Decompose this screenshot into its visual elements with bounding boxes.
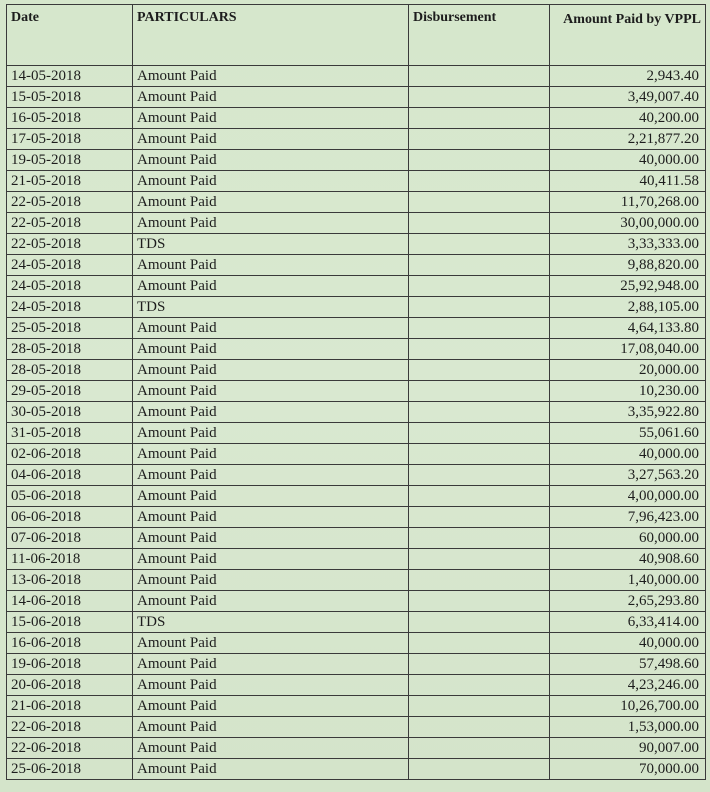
row-amount-cell: 6,33,414.00: [550, 612, 706, 633]
table-row: [7, 234, 706, 255]
row-date-cell: 22-05-2018: [7, 192, 133, 213]
table-header: [7, 5, 706, 66]
row-date-cell: 24-05-2018: [7, 255, 133, 276]
row-amount-cell: 40,000.00: [550, 444, 706, 465]
table-row: [7, 381, 706, 402]
table-row: [7, 486, 706, 507]
header-date: Date: [7, 5, 133, 66]
row-date-cell: 22-06-2018: [7, 717, 133, 738]
row-disbursement-cell: [409, 129, 550, 150]
row-date-cell: 19-06-2018: [7, 654, 133, 675]
header-amount-paid: Amount Paid by VPPL: [550, 5, 706, 66]
row-particulars-cell: Amount Paid: [133, 213, 409, 234]
row-amount-cell: 40,411.58: [550, 171, 706, 192]
row-particulars-cell: Amount Paid: [133, 255, 409, 276]
table-row: [7, 633, 706, 654]
row-particulars-cell: Amount Paid: [133, 150, 409, 171]
row-date-cell: 31-05-2018: [7, 423, 133, 444]
row-date-cell: 22-05-2018: [7, 234, 133, 255]
row-disbursement-cell: [409, 234, 550, 255]
row-amount-cell: 40,000.00: [550, 633, 706, 654]
row-amount-cell: 3,27,563.20: [550, 465, 706, 486]
row-disbursement-cell: [409, 654, 550, 675]
row-particulars-cell: Amount Paid: [133, 486, 409, 507]
row-date-cell: 06-06-2018: [7, 507, 133, 528]
row-particulars-cell: Amount Paid: [133, 591, 409, 612]
row-disbursement-cell: [409, 318, 550, 339]
row-disbursement-cell: [409, 675, 550, 696]
row-particulars-cell: Amount Paid: [133, 675, 409, 696]
row-disbursement-cell: [409, 276, 550, 297]
row-amount-cell: 2,943.40: [550, 66, 706, 87]
row-date-cell: 04-06-2018: [7, 465, 133, 486]
row-particulars-cell: TDS: [133, 297, 409, 318]
row-date-cell: 22-05-2018: [7, 213, 133, 234]
row-amount-cell: 4,00,000.00: [550, 486, 706, 507]
row-date-cell: 21-06-2018: [7, 696, 133, 717]
row-date-cell: 24-05-2018: [7, 297, 133, 318]
row-date-cell: 19-05-2018: [7, 150, 133, 171]
table-row: [7, 612, 706, 633]
row-amount-cell: 3,35,922.80: [550, 402, 706, 423]
row-disbursement-cell: [409, 444, 550, 465]
row-date-cell: 11-06-2018: [7, 549, 133, 570]
table-row: [7, 129, 706, 150]
table-row: [7, 528, 706, 549]
table-row: [7, 654, 706, 675]
row-date-cell: 24-05-2018: [7, 276, 133, 297]
row-date-cell: 25-05-2018: [7, 318, 133, 339]
row-date-cell: 14-06-2018: [7, 591, 133, 612]
row-amount-cell: 55,061.60: [550, 423, 706, 444]
row-disbursement-cell: [409, 717, 550, 738]
row-amount-cell: 40,200.00: [550, 108, 706, 129]
payment-ledger-table: [6, 4, 706, 780]
row-date-cell: 21-05-2018: [7, 171, 133, 192]
row-date-cell: 13-06-2018: [7, 570, 133, 591]
row-particulars-cell: Amount Paid: [133, 507, 409, 528]
row-date-cell: 20-06-2018: [7, 675, 133, 696]
row-particulars-cell: Amount Paid: [133, 318, 409, 339]
row-disbursement-cell: [409, 465, 550, 486]
row-particulars-cell: Amount Paid: [133, 717, 409, 738]
row-particulars-cell: Amount Paid: [133, 66, 409, 87]
row-amount-cell: 20,000.00: [550, 360, 706, 381]
row-disbursement-cell: [409, 549, 550, 570]
row-disbursement-cell: [409, 402, 550, 423]
row-date-cell: 07-06-2018: [7, 528, 133, 549]
table-row: [7, 591, 706, 612]
table-row: [7, 87, 706, 108]
row-particulars-cell: Amount Paid: [133, 129, 409, 150]
row-disbursement-cell: [409, 423, 550, 444]
row-disbursement-cell: [409, 507, 550, 528]
row-amount-cell: 7,96,423.00: [550, 507, 706, 528]
row-particulars-cell: Amount Paid: [133, 633, 409, 654]
row-date-cell: 15-05-2018: [7, 87, 133, 108]
row-particulars-cell: Amount Paid: [133, 381, 409, 402]
row-date-cell: 14-05-2018: [7, 66, 133, 87]
row-date-cell: 22-06-2018: [7, 738, 133, 759]
row-amount-cell: 2,65,293.80: [550, 591, 706, 612]
row-particulars-cell: Amount Paid: [133, 360, 409, 381]
table-row: [7, 66, 706, 87]
row-disbursement-cell: [409, 633, 550, 654]
row-particulars-cell: Amount Paid: [133, 696, 409, 717]
row-amount-cell: 2,88,105.00: [550, 297, 706, 318]
row-particulars-cell: Amount Paid: [133, 465, 409, 486]
table-row: [7, 108, 706, 129]
table-row: [7, 318, 706, 339]
row-disbursement-cell: [409, 66, 550, 87]
table-row: [7, 150, 706, 171]
row-disbursement-cell: [409, 87, 550, 108]
row-amount-cell: 25,92,948.00: [550, 276, 706, 297]
row-amount-cell: 2,21,877.20: [550, 129, 706, 150]
row-disbursement-cell: [409, 528, 550, 549]
table-row: [7, 192, 706, 213]
table-row: [7, 738, 706, 759]
row-amount-cell: 4,64,133.80: [550, 318, 706, 339]
row-amount-cell: 10,26,700.00: [550, 696, 706, 717]
row-amount-cell: 30,00,000.00: [550, 213, 706, 234]
row-particulars-cell: Amount Paid: [133, 528, 409, 549]
row-particulars-cell: Amount Paid: [133, 570, 409, 591]
row-amount-cell: 70,000.00: [550, 759, 706, 780]
row-amount-cell: 3,33,333.00: [550, 234, 706, 255]
row-date-cell: 28-05-2018: [7, 360, 133, 381]
table-row: [7, 213, 706, 234]
row-amount-cell: 1,40,000.00: [550, 570, 706, 591]
table-row: [7, 696, 706, 717]
table-row: [7, 717, 706, 738]
row-particulars-cell: Amount Paid: [133, 276, 409, 297]
row-particulars-cell: TDS: [133, 234, 409, 255]
row-date-cell: 30-05-2018: [7, 402, 133, 423]
row-particulars-cell: TDS: [133, 612, 409, 633]
row-amount-cell: 10,230.00: [550, 381, 706, 402]
row-disbursement-cell: [409, 738, 550, 759]
row-date-cell: 05-06-2018: [7, 486, 133, 507]
row-amount-cell: 17,08,040.00: [550, 339, 706, 360]
row-amount-cell: 57,498.60: [550, 654, 706, 675]
row-disbursement-cell: [409, 612, 550, 633]
row-particulars-cell: Amount Paid: [133, 423, 409, 444]
row-disbursement-cell: [409, 759, 550, 780]
row-particulars-cell: Amount Paid: [133, 171, 409, 192]
row-disbursement-cell: [409, 360, 550, 381]
row-particulars-cell: Amount Paid: [133, 87, 409, 108]
table-row: [7, 549, 706, 570]
table-row: [7, 276, 706, 297]
table-row: [7, 297, 706, 318]
row-amount-cell: 40,908.60: [550, 549, 706, 570]
row-amount-cell: 60,000.00: [550, 528, 706, 549]
row-particulars-cell: Amount Paid: [133, 738, 409, 759]
row-disbursement-cell: [409, 150, 550, 171]
row-particulars-cell: Amount Paid: [133, 759, 409, 780]
row-particulars-cell: Amount Paid: [133, 108, 409, 129]
row-disbursement-cell: [409, 171, 550, 192]
row-disbursement-cell: [409, 108, 550, 129]
row-date-cell: 16-05-2018: [7, 108, 133, 129]
table-row: [7, 171, 706, 192]
row-disbursement-cell: [409, 486, 550, 507]
table-row: [7, 759, 706, 780]
table-row: [7, 360, 706, 381]
row-date-cell: 28-05-2018: [7, 339, 133, 360]
row-disbursement-cell: [409, 192, 550, 213]
row-disbursement-cell: [409, 696, 550, 717]
table-row: [7, 444, 706, 465]
table-row: [7, 675, 706, 696]
row-particulars-cell: Amount Paid: [133, 549, 409, 570]
row-disbursement-cell: [409, 591, 550, 612]
table-row: [7, 423, 706, 444]
row-date-cell: 15-06-2018: [7, 612, 133, 633]
row-particulars-cell: Amount Paid: [133, 444, 409, 465]
table-row: [7, 507, 706, 528]
row-disbursement-cell: [409, 339, 550, 360]
table-row: [7, 570, 706, 591]
table-row: [7, 465, 706, 486]
table-body: [7, 66, 706, 780]
row-amount-cell: 3,49,007.40: [550, 87, 706, 108]
row-amount-cell: 1,53,000.00: [550, 717, 706, 738]
header-particulars: PARTICULARS: [133, 5, 409, 66]
row-disbursement-cell: [409, 570, 550, 591]
row-amount-cell: 11,70,268.00: [550, 192, 706, 213]
row-particulars-cell: Amount Paid: [133, 192, 409, 213]
table-row: [7, 402, 706, 423]
row-disbursement-cell: [409, 213, 550, 234]
header-disbursement: Disbursement: [409, 5, 550, 66]
row-date-cell: 29-05-2018: [7, 381, 133, 402]
row-particulars-cell: Amount Paid: [133, 654, 409, 675]
row-disbursement-cell: [409, 297, 550, 318]
row-amount-cell: 9,88,820.00: [550, 255, 706, 276]
row-amount-cell: 90,007.00: [550, 738, 706, 759]
row-amount-cell: 40,000.00: [550, 150, 706, 171]
row-date-cell: 16-06-2018: [7, 633, 133, 654]
row-particulars-cell: Amount Paid: [133, 339, 409, 360]
row-date-cell: 17-05-2018: [7, 129, 133, 150]
row-date-cell: 02-06-2018: [7, 444, 133, 465]
row-amount-cell: 4,23,246.00: [550, 675, 706, 696]
row-disbursement-cell: [409, 255, 550, 276]
header-row: [7, 5, 706, 66]
row-disbursement-cell: [409, 381, 550, 402]
table-row: [7, 255, 706, 276]
row-particulars-cell: Amount Paid: [133, 402, 409, 423]
table-row: [7, 339, 706, 360]
row-date-cell: 25-06-2018: [7, 759, 133, 780]
